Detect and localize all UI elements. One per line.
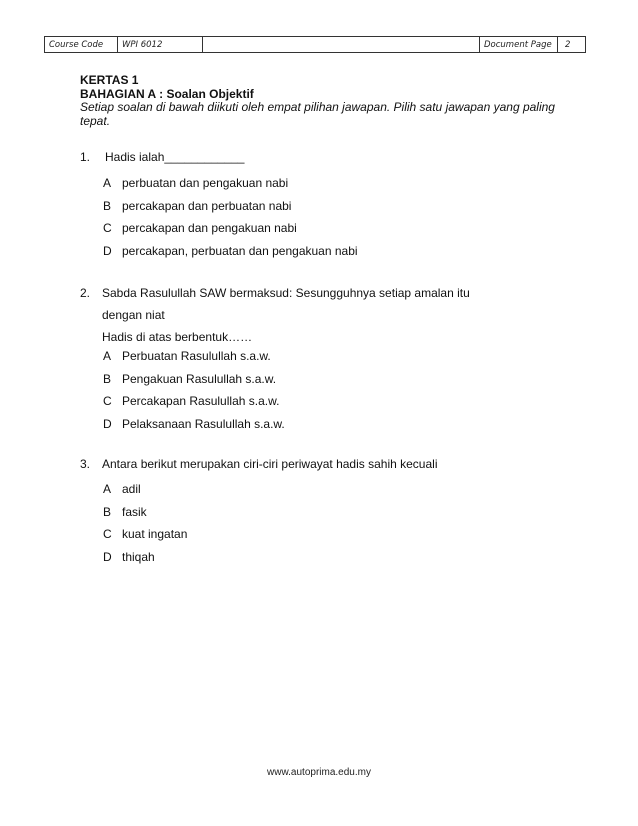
- option-text: fasik: [122, 504, 147, 519]
- option-c: [103, 523, 187, 546]
- option-letter: B: [103, 504, 112, 519]
- option-text: kuat ingatan: [122, 527, 188, 542]
- option-d: [103, 546, 187, 569]
- option-text: Percakapan Rasulullah s.a.w.: [122, 394, 280, 409]
- question-number: 1.: [80, 150, 91, 164]
- option-letter: D: [103, 416, 112, 431]
- option-b: [103, 195, 358, 218]
- instruction-text: Setiap soalan di bawah diikuti oleh empat pilihan jawapan. Pilih satu jawapan yang paling tepat.: [80, 100, 555, 128]
- option-letter: A: [103, 349, 112, 364]
- option-letter: B: [103, 198, 112, 213]
- option-d: [103, 240, 358, 263]
- footer-url: www.autoprima.edu.my: [267, 767, 371, 778]
- option-text: Perbuatan Rasulullah s.a.w.: [122, 349, 271, 364]
- option-text: adil: [122, 482, 141, 497]
- option-text: percakapan dan perbuatan nabi: [122, 198, 292, 213]
- section-title: BAHAGIAN A : Soalan Objektif: [80, 86, 254, 101]
- option-text: perbuatan dan pengakuan nabi: [122, 176, 289, 191]
- question-number: 2.: [80, 286, 91, 300]
- section-intro: [80, 74, 560, 128]
- option-a: [103, 345, 285, 368]
- option-letter: D: [103, 549, 112, 564]
- option-c: [103, 390, 285, 413]
- question-text: Hadis ialah____________: [105, 150, 245, 164]
- option-c: [103, 217, 358, 240]
- question-3: [80, 453, 437, 475]
- option-text: thiqah: [122, 549, 155, 564]
- option-b: [103, 501, 187, 524]
- document-page-value: 2: [565, 39, 571, 50]
- option-letter: A: [103, 482, 112, 497]
- question-text: Sabda Rasulullah SAW bermaksud: Sesungguhnya setiap amalan itu: [102, 286, 470, 300]
- option-a: [103, 172, 358, 195]
- document-header: [44, 36, 586, 53]
- question-text-line-3: Hadis di atas berbentuk……: [102, 330, 253, 344]
- question-1-options: [103, 172, 358, 262]
- option-letter: C: [103, 527, 112, 542]
- question-2-options: [103, 345, 285, 435]
- option-letter: C: [103, 221, 112, 236]
- header-spacer: [203, 37, 480, 52]
- option-letter: B: [103, 371, 112, 386]
- question-number: 3.: [80, 457, 91, 471]
- option-b: [103, 368, 285, 391]
- course-code-label: Course Code: [45, 37, 118, 52]
- option-text: percakapan, perbuatan dan pengakuan nabi: [122, 243, 358, 258]
- question-2: [80, 282, 470, 348]
- option-letter: C: [103, 394, 112, 409]
- option-letter: D: [103, 243, 112, 258]
- option-text: Pengakuan Rasulullah s.a.w.: [122, 371, 277, 386]
- option-letter: A: [103, 176, 112, 191]
- paper-title: KERTAS 1: [80, 73, 139, 87]
- option-text: percakapan dan pengakuan nabi: [122, 221, 297, 236]
- course-code-value: WPI 6012: [118, 37, 203, 52]
- option-a: [103, 478, 187, 501]
- question-text: Antara berikut merupakan ciri-ciri periwayat hadis sahih kecuali: [102, 457, 438, 471]
- document-page-label: Document Page: [480, 37, 558, 52]
- question-text-line-2: dengan niat: [102, 308, 165, 322]
- option-text: Pelaksanaan Rasulullah s.a.w.: [122, 416, 285, 431]
- question-1: [80, 146, 244, 168]
- option-d: [103, 413, 285, 436]
- question-3-options: [103, 478, 187, 568]
